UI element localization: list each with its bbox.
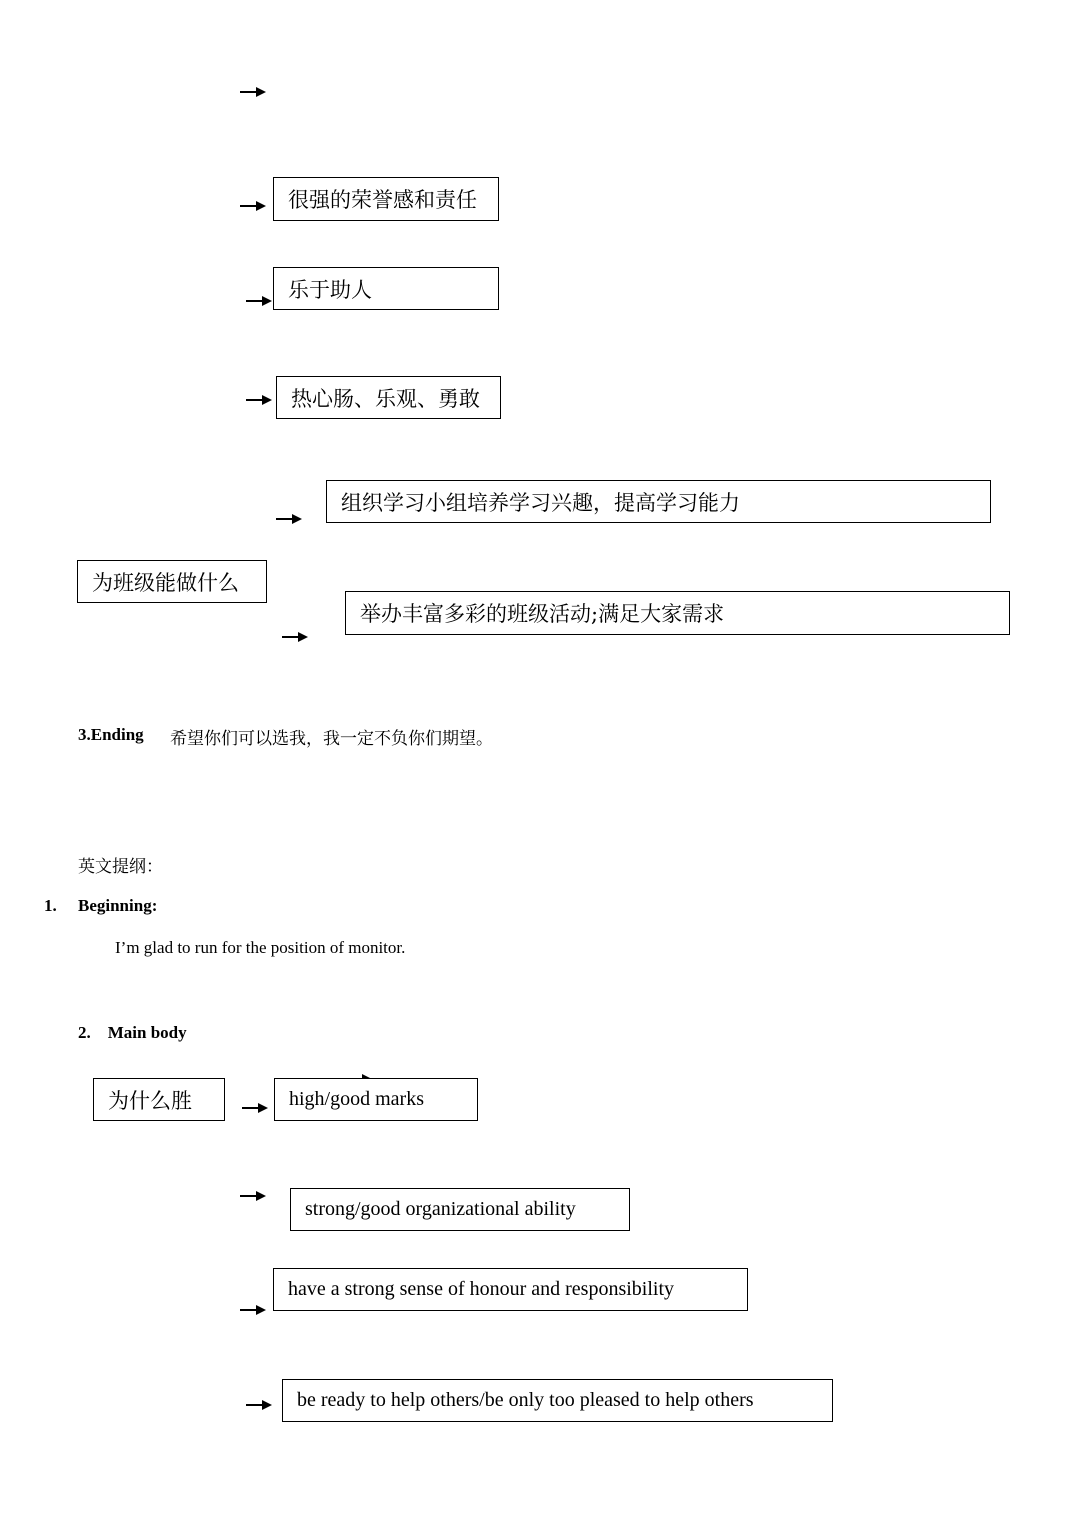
why-label-box: 为什么胜 [93, 1078, 225, 1121]
arrow-icon [282, 632, 308, 642]
quality-box: 乐于助人 [273, 267, 499, 310]
reason-box: be ready to help others/be only too pleased to help others [282, 1379, 833, 1422]
arrow-icon [246, 1400, 272, 1410]
beginning-text: I’m glad to run for the position of monitor. [115, 938, 406, 957]
contribution-box: 举办丰富多彩的班级活动;满足大家需求 [345, 591, 1010, 635]
reason-box: strong/good organizational ability [290, 1188, 630, 1231]
arrow-icon [246, 395, 272, 405]
arrow-icon [246, 296, 272, 306]
quality-box: 热心肠、乐观、勇敢 [276, 376, 501, 419]
beginning-number: 1. [44, 896, 57, 915]
reason-box: high/good marks [274, 1078, 478, 1121]
arrow-icon [240, 1191, 266, 1201]
beginning-label: Beginning: [78, 896, 158, 915]
arrow-icon [242, 1103, 268, 1113]
arrow-icon [240, 201, 266, 211]
arrow-icon [240, 87, 266, 97]
contribution-box: 组织学习小组培养学习兴趣，提高学习能力 [326, 480, 991, 523]
arrow-icon [276, 514, 302, 524]
quality-box: 很强的荣誉感和责任 [273, 177, 499, 221]
english-outline-title: 英文提纲： [78, 857, 163, 877]
contribution-label-box: 为班级能做什么 [77, 560, 267, 603]
ending-text: 希望你们可以选我，我一定不负你们期望。 [170, 729, 493, 749]
reason-box: have a strong sense of honour and responsibility [273, 1268, 748, 1311]
arrow-icon [240, 1305, 266, 1315]
main-body-label: 2. Main body [78, 1023, 187, 1042]
ending-label: 3.Ending [78, 725, 144, 744]
